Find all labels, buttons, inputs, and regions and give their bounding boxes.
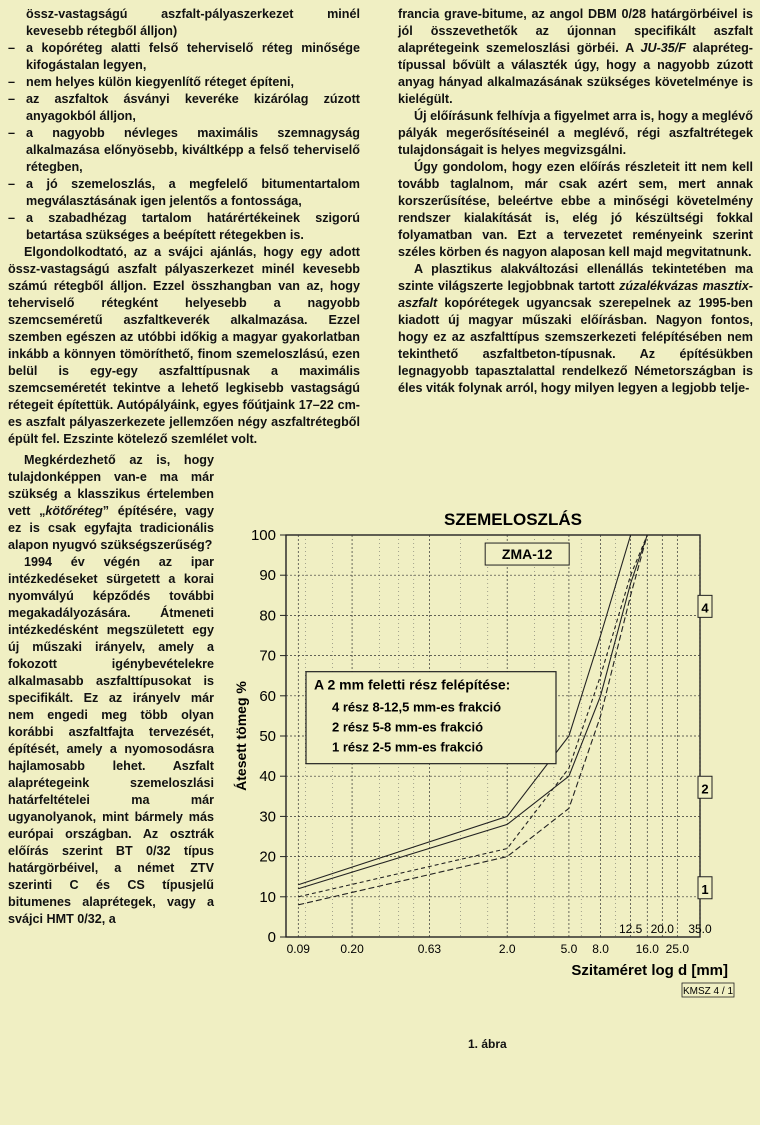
x-tick-label: 0.63: [417, 942, 442, 956]
body-paragraph: Új előírásunk felhívja a figyelmet arra is, hogy a meglévő pályák megerősítéseinél a meglévő, régi aszfaltrétegek tulajdonságait is helyes megvizsgálni.: [398, 109, 753, 157]
x-axis-label: Szitaméret log d [mm]: [571, 962, 728, 979]
legend-entry: 2 rész 5-8 mm-es frakció: [332, 719, 484, 735]
list-item: – a jó szemeloszlás, a megfelelő bitumentartalom megválasztásának igen jelentős a fontossága,: [8, 177, 360, 208]
list-item: – a nagyobb névleges maximális szemnagyság alkalmazása előnyösebb, kiváltképp a felső teherviselő rétegben,: [8, 126, 360, 174]
grading-chart: [228, 505, 760, 1065]
y-tick-label: 40: [259, 768, 276, 786]
list-item: – nem helyes külön kiegyenlítő réteget építeni,: [8, 75, 295, 89]
x-tick-label: 0.20: [340, 942, 364, 956]
x-tick-label: 5.0: [560, 942, 578, 956]
chart-svg: [228, 505, 760, 1030]
figure-caption: 1. ábra: [468, 1037, 507, 1051]
text-run: A plasztikus alakváltozási ellenállás tekintetében ma szinte világszerte legjobbnak tartott: [398, 262, 753, 293]
list-item: – az aszfaltok ásványi keveréke kizárólag zúzott anyagokból álljon,: [8, 92, 360, 123]
x-tick-label-upper: 12.5: [618, 922, 643, 936]
label-layer: [233, 510, 734, 997]
left-narrow-column: [8, 452, 214, 928]
y-tick-label: 50: [259, 728, 276, 745]
y-tick-label: 90: [259, 567, 276, 585]
list-item-text: a jó szemeloszlás, a megfelelő bitumentartalom megválasztásának igen jelentős a fontossága,: [26, 177, 360, 208]
x-tick-label-upper: 20.0: [650, 922, 674, 936]
chart-title: SZEMELOSZLÁS: [444, 510, 582, 529]
list-item: – a szabadhézag tartalom határértékeinek szigorú betartása szükséges a beépített rétegekben is.: [8, 211, 360, 242]
left-column: [8, 6, 360, 446]
body-paragraph: [8, 452, 214, 554]
label-box-text: ZMA-12: [501, 546, 553, 563]
stamp-text: KMSZ 4 / 1: [682, 986, 734, 997]
list-item-text: az aszfaltok ásványi keveréke kizárólag zúzott anyagokból álljon,: [26, 92, 360, 123]
x-tick-label: 2.0: [498, 942, 516, 956]
side-label: 1: [701, 881, 709, 897]
y-tick-label: 80: [259, 607, 276, 625]
text-run: kopórétegek ugyancsak szerepelnek az 1995-ben kiadott új magyar műszaki előírásban. Nagyon fontos, hogy ez az aszfalttípus szemszerkezeti felépítésében nem tekinthető aszfaltbeton-típusnak. Az építésükben legnagyobb tapasztalattal rendelkező Németországban is éles viták folynak arról, hogy milyen legyen a legjobb telje-: [398, 296, 753, 395]
right-column: [398, 6, 753, 397]
list-item-text: a kopóréteg alatti felső teherviselő réteg minősége kifogástalan legyen,: [26, 41, 360, 72]
y-tick-label: 10: [259, 888, 276, 906]
x-tick-label: 16.0: [635, 942, 659, 956]
y-tick-label: 70: [259, 647, 276, 665]
x-tick-label: 0.09: [286, 942, 310, 956]
x-tick-label-upper: 35.0: [688, 922, 712, 936]
side-label: 4: [701, 600, 709, 616]
y-tick-label: 100: [250, 527, 276, 544]
legend-title: A 2 mm feletti rész felépítése:: [314, 676, 511, 693]
legend-entry: 4 rész 8-12,5 mm-es frakció: [332, 699, 502, 715]
y-tick-label: 0: [267, 929, 276, 946]
y-tick-label: 60: [259, 687, 276, 705]
text-run: Megkérdezhető az is, hogy tulajdonképpen van-e ma már szükség a klasszikus értelemben vett „: [8, 453, 214, 518]
emphasis-text: kötőréteg: [45, 504, 103, 518]
body-paragraph: Elgondolkodtató, az a svájci ajánlás, hogy egy adott össz-vastagságú aszfalt pályaszerkezet minél kevesebb számú rétegből álljon. Ezzel összhangban van az, hogy teherviselő rétegként helyesebb a nagyobb szemcseméretű aszfaltkeverék alkalmazása. Ezzel szemben egészen az utóbbi időkig a magyar gyakorlatban inkább a könnyen tömöríthető, finom szemeloszlású, ezen belül is egy-egy aszfalttípusnak a maximális szemcseméretét tekintve a lehető legkisebb vastagságú rétegeit építettük. Autópályáink, egyes főútjaink 17–22 cm-es aszfalt pályaszerkezete jellemzően négy aszfaltrétegből épült fel. Ezszinte kötelező szemlélet volt.: [8, 245, 360, 446]
text-run: alapréteg-típussal bővült a választék úgy, hogy a nagyobb zúzott anyag hányad alkalmazásának szükséges követelménye is kielégült.: [398, 41, 753, 106]
y-tick-label: 20: [259, 848, 276, 866]
text-run: ” építésére, vagy ez is csak egyfajta tradicionális alapon nyugvó szükségszerűség?: [8, 504, 214, 552]
body-paragraph: 1994 év végén az ipar intézkedéseket sürgetett a korai nyomvályú képződés további megakadályozására. Átmeneti intézkedésként megszületett egy új műszaki irányelv, amely a fokozott igénybevételekre alkalmasabb aszfalttípusokat is specifikált. Ez az irányelv már nem engedi meg több olyan korábbi aszfaltfajta tervezését, építését, amely a nyomosodásra hajlamosabb lehet. Aszfalt alaprétegeink szemeloszlási határfeltételei ma már ugyanolyanok, mint bármely más európai országban. Az osztrák előírás szerint BT 0/32 típus határgörbéivel, a német ZTV szerinti C és CS típusjelű bitumenes alaprétegek, vagy a svájci HMT 0/32, a: [8, 555, 214, 926]
text-run: francia grave-bitume, az angol DBM 0/28 határgörbéivel is jól összevethetők az újonnan specifikált aszfalt alaprétegeink szemeloszlási görbéi. A: [398, 7, 753, 55]
x-tick-label: 8.0: [592, 942, 609, 956]
body-paragraph: [398, 6, 753, 108]
list-item-text: nem helyes külön kiegyenlítő réteget építeni,: [26, 75, 295, 89]
body-paragraph: [398, 261, 753, 397]
body-paragraph: Úgy gondolom, hogy ezen előírás részleteit itt nem kell tovább taglalnom, már csak azért sem, mert annak korszerűsítése, beleértve ebbe a minőségi követelmény rendszer kialakítását is, elég jó készültségi fokkal folyamatban van. Ezt a tervezetet reményeink szerint széles körben és nagyon alaposan kell majd megvitatnunk.: [398, 160, 753, 259]
list-item: – a kopóréteg alatti felső teherviselő réteg minősége kifogástalan legyen,: [8, 41, 360, 72]
y-tick-label: 30: [259, 808, 276, 826]
left-continuation: össz-vastagságú aszfalt-pályaszerkezet minél kevesebb rétegből álljon): [26, 7, 360, 38]
list-item-text: a nagyobb névleges maximális szemnagyság alkalmazása előnyösebb, kiváltképp a felső teherviselő rétegben,: [26, 126, 360, 174]
legend-entry: 1 rész 2-5 mm-es frakció: [332, 739, 484, 755]
emphasis-text: JU-35/F: [640, 41, 686, 55]
side-label: 2: [701, 781, 709, 797]
y-axis-label: Átesett tömeg %: [233, 681, 249, 791]
list-item-text: a szabadhézag tartalom határértékeinek szigorú betartása szükséges a beépített rétegekben is.: [26, 211, 360, 242]
emphasis-text: zúzalékvázas masztix-aszfalt: [398, 279, 753, 310]
x-tick-label: 25.0: [665, 942, 690, 956]
